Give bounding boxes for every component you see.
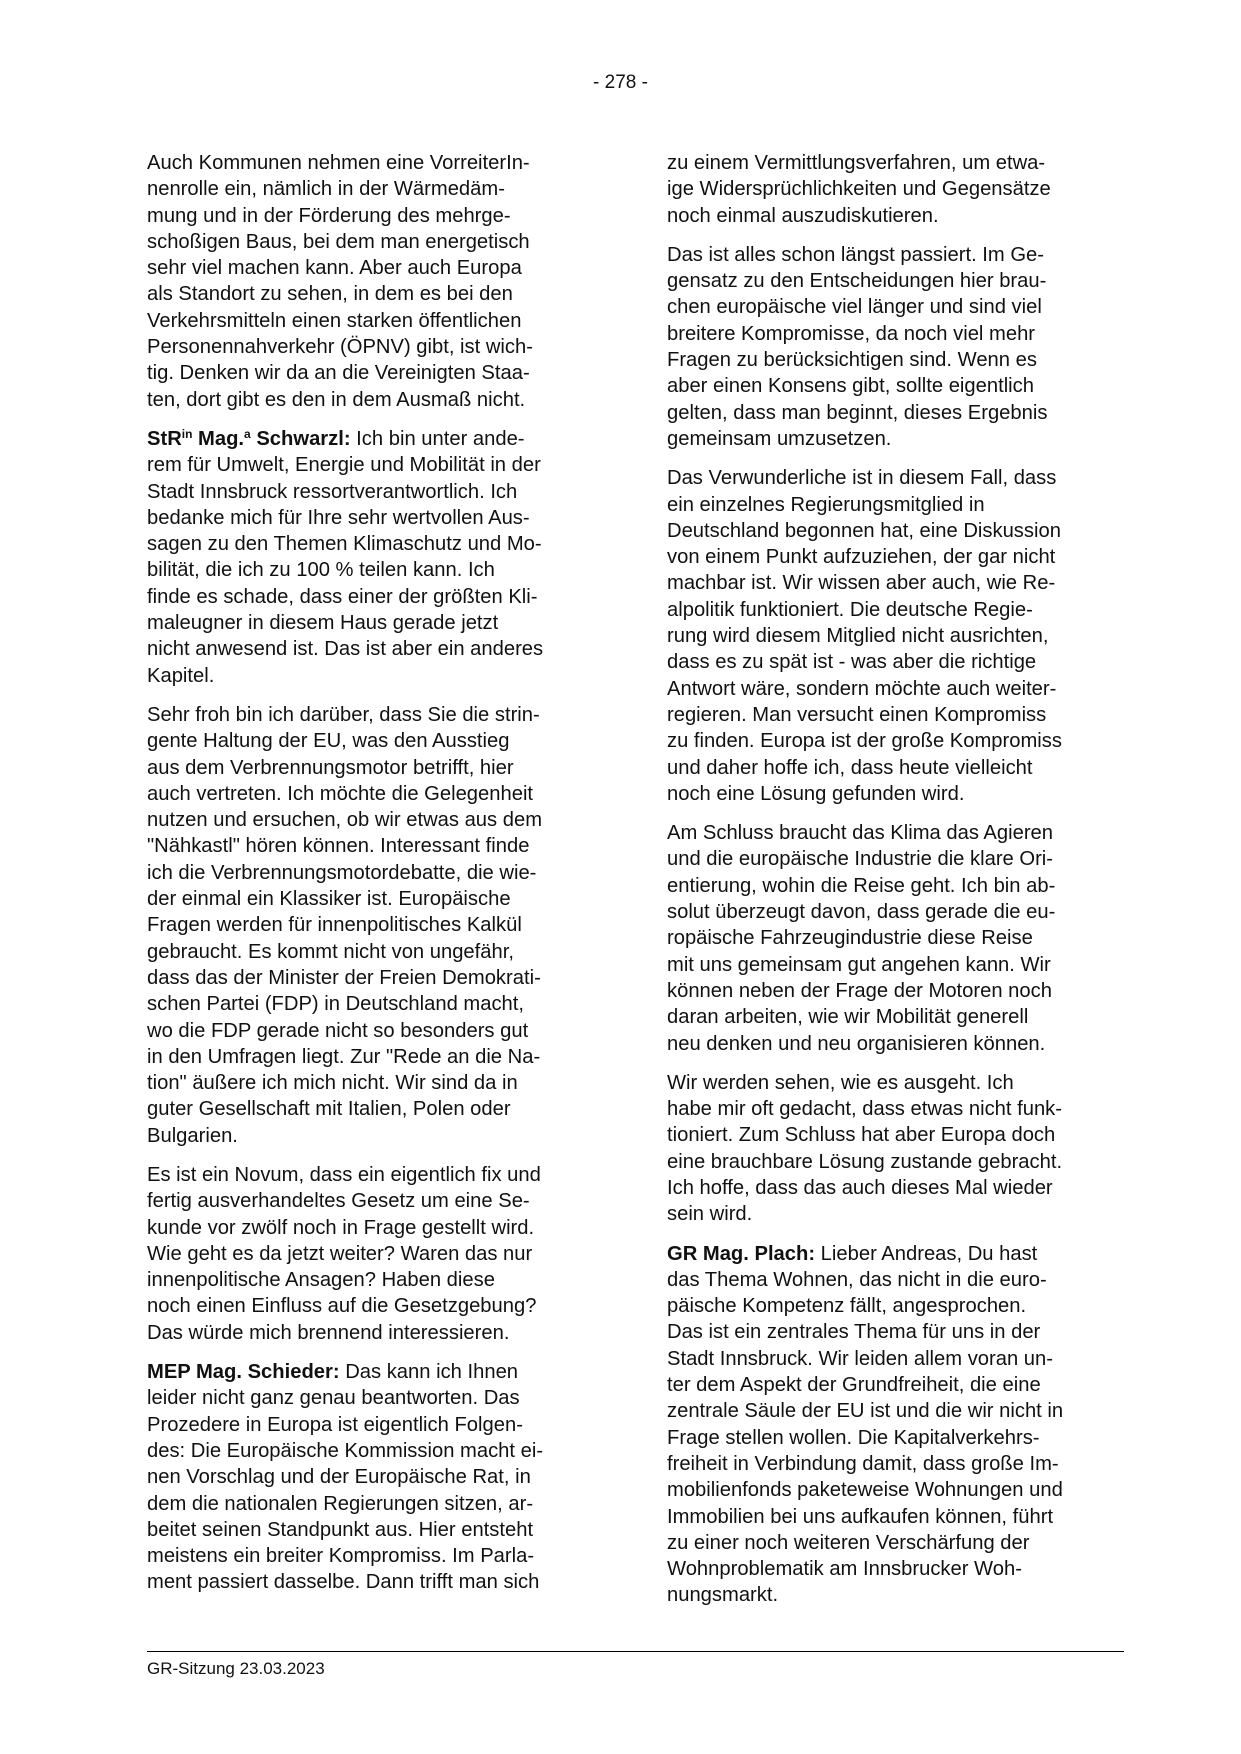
paragraph: Das ist alles schon längst passiert. Im Ge- gensatz zu den Entscheidungen hier brau- chen europäische viel länger und sind viel breitere Kompromisse, da noch viel mehr Fragen zu berücksichtigen sind. Wenn es aber einen Konsens gibt, sollte eigentlich gelten, dass man beginnt, dieses Ergebnis gemeinsam umzusetzen. <box>667 243 1048 450</box>
paragraph: Das Verwunderliche ist in diesem Fall, dass ein einzelnes Regierungsmitglied in Deutschland begonnen hat, eine Diskussion von einem Punkt aufzuziehen, der gar nicht machbar ist. Wir wissen aber auch, wie Re- alpolitik funktioniert. Die deutsche Regie- rung wird diesem Mitglied nicht ausrichten, dass es zu spät ist - was aber die richtige Antwort wäre, sondern möchte auch weiter- regieren. Man versucht einen Kompromiss zu finden. Europa ist der große Kompromiss und daher hoffe ich, dass heute vielleicht noch eine Lösung gefunden wird. <box>667 467 1062 805</box>
footer-divider <box>147 1651 1124 1652</box>
left-column <box>147 150 597 1609</box>
speech-paragraph <box>147 426 597 689</box>
footer-session-date: GR-Sitzung 23.03.2023 <box>147 1659 325 1678</box>
paragraph: Auch Kommunen nehmen eine VorreiterIn- nenrolle ein, nämlich in der Wärmedäm- mung und in der Förderung des mehrge- schoßigen Baus, bei dem man energetisch sehr viel machen kann. Aber auch Europa als Standort zu sehen, in dem es bei den Verkehrsmitteln einen starken öffentlichen Personennahverkehr (ÖPNV) gibt, ist wich- tig. Denken wir da an die Vereinigten Staa- ten, dort gibt es den in dem Ausmaß nicht. <box>147 152 533 411</box>
paragraph: Am Schluss braucht das Klima das Agieren und die europäische Industrie die klare Ori- entierung, wohin die Reise geht. Ich bin ab- solut überzeugt davon, dass gerade die eu- ropäische Fahrzeugindustrie diese Reise mit uns gemeinsam gut angehen kann. Wir können neben der Frage der Motoren noch daran arbeiten, wie wir Mobilität generell neu denken und neu organisieren können. <box>667 822 1056 1055</box>
page-number: - 278 - <box>593 72 648 93</box>
speaker-name: GR Mag. Plach: <box>667 1242 816 1265</box>
speaker-name: StR$^{in}$ Mag.$^a$ Schwarzl: <box>147 426 351 450</box>
speech-paragraph <box>147 1359 597 1596</box>
paragraph: Wir werden sehen, wie es ausgeht. Ich habe mir oft gedacht, dass etwas nicht funk- tioniert. Zum Schluss hat aber Europa doch eine brauchbare Lösung zustande gebracht. Ich hoffe, dass das auch dieses Mal wieder sein wird. <box>667 1071 1063 1226</box>
speaker-name: MEP Mag. Schieder: <box>147 1361 340 1384</box>
speech-text: Lieber Andreas, Du hast das Thema Wohnen, das nicht in die euro- päische Kompetenz fällt, angesprochen. Das ist ein zentrales Thema für uns in der Stadt Innsbruck. Wir leiden allem voran un- ter dem Aspekt der Grundfreiheit, die eine zentrale Säule der EU ist und die wir nicht in Frage stellen wollen. Die Kapitalverkehrs- freiheit in Verbindung damit, dass große Im- mobilienfonds paketeweise Wohnungen und Immobilien bei uns aufkaufen können, führt zu einer noch weiteren Verschärfung der Wohnproblematik am Innsbrucker Woh- nungsmarkt. <box>667 1242 1064 1607</box>
paragraph: Es ist ein Novum, dass ein eigentlich fix und fertig ausverhandeltes Gesetz um eine Se- kunde vor zwölf noch in Frage gestellt wird. Wie geht es da jetzt weiter? Waren das nur innenpolitische Ansagen? Haben diese noch einen Einfluss auf die Gesetzgebung? Das würde mich brennend interessieren. <box>147 1163 541 1344</box>
right-column <box>667 150 1117 1622</box>
paragraph: zu einem Vermittlungsverfahren, um etwa- ige Widersprüchlichkeiten und Gegensätze noch einmal auszudiskutieren. <box>667 152 1051 227</box>
speech-text: Das kann ich Ihnen leider nicht ganz genau beantworten. Das Prozedere in Europa ist eigentlich Folgen- des: Die Europäische Kommission macht ei- nen Vorschlag und der Europäische Rat, in dem die nationalen Regierungen sitzen, ar- beitet seinen Standpunkt aus. Hier entsteht meistens ein breiter Kompromiss. Im Parla- ment passiert dasselbe. Dann trifft man sich <box>147 1361 544 1594</box>
speech-paragraph <box>667 1241 1117 1609</box>
speech-text: Ich bin unter ande- rem für Umwelt, Energie und Mobilität in der Stadt Innsbruck ressortverantwortlich. Ich bedanke mich für Ihre sehr wertvollen Aus- sagen zu den Themen Klimaschutz und Mo- bilität, die ich zu 100 % teilen kann. Ich finde es schade, dass einer der größten Kli- maleugner in diesem Haus gerade jetzt nicht anwesend ist. Das ist aber ein anderes Kapitel. <box>147 427 544 687</box>
paragraph: Sehr froh bin ich darüber, dass Sie die strin- gente Haltung der EU, was den Ausstieg aus dem Verbrennungsmotor betrifft, hier auch vertreten. Ich möchte die Gelegenheit nutzen und ersuchen, ob wir etwas aus dem "Nähkastl" hören können. Interessant finde ich die Verbrennungsmotordebatte, die wie- der einmal ein Klassiker ist. Europäische Fragen werden für innenpolitisches Kalkül gebraucht. Es kommt nicht von ungefähr, dass das der Minister der Freien Demokrati- schen Partei (FDP) in Deutschland macht, wo die FDP gerade nicht so besonders gut in den Umfragen liegt. Zur "Rede an die Na- tion" äußere ich mich nicht. Wir sind da in guter Gesellschaft mit Italien, Polen oder Bulgarien. <box>147 703 543 1147</box>
